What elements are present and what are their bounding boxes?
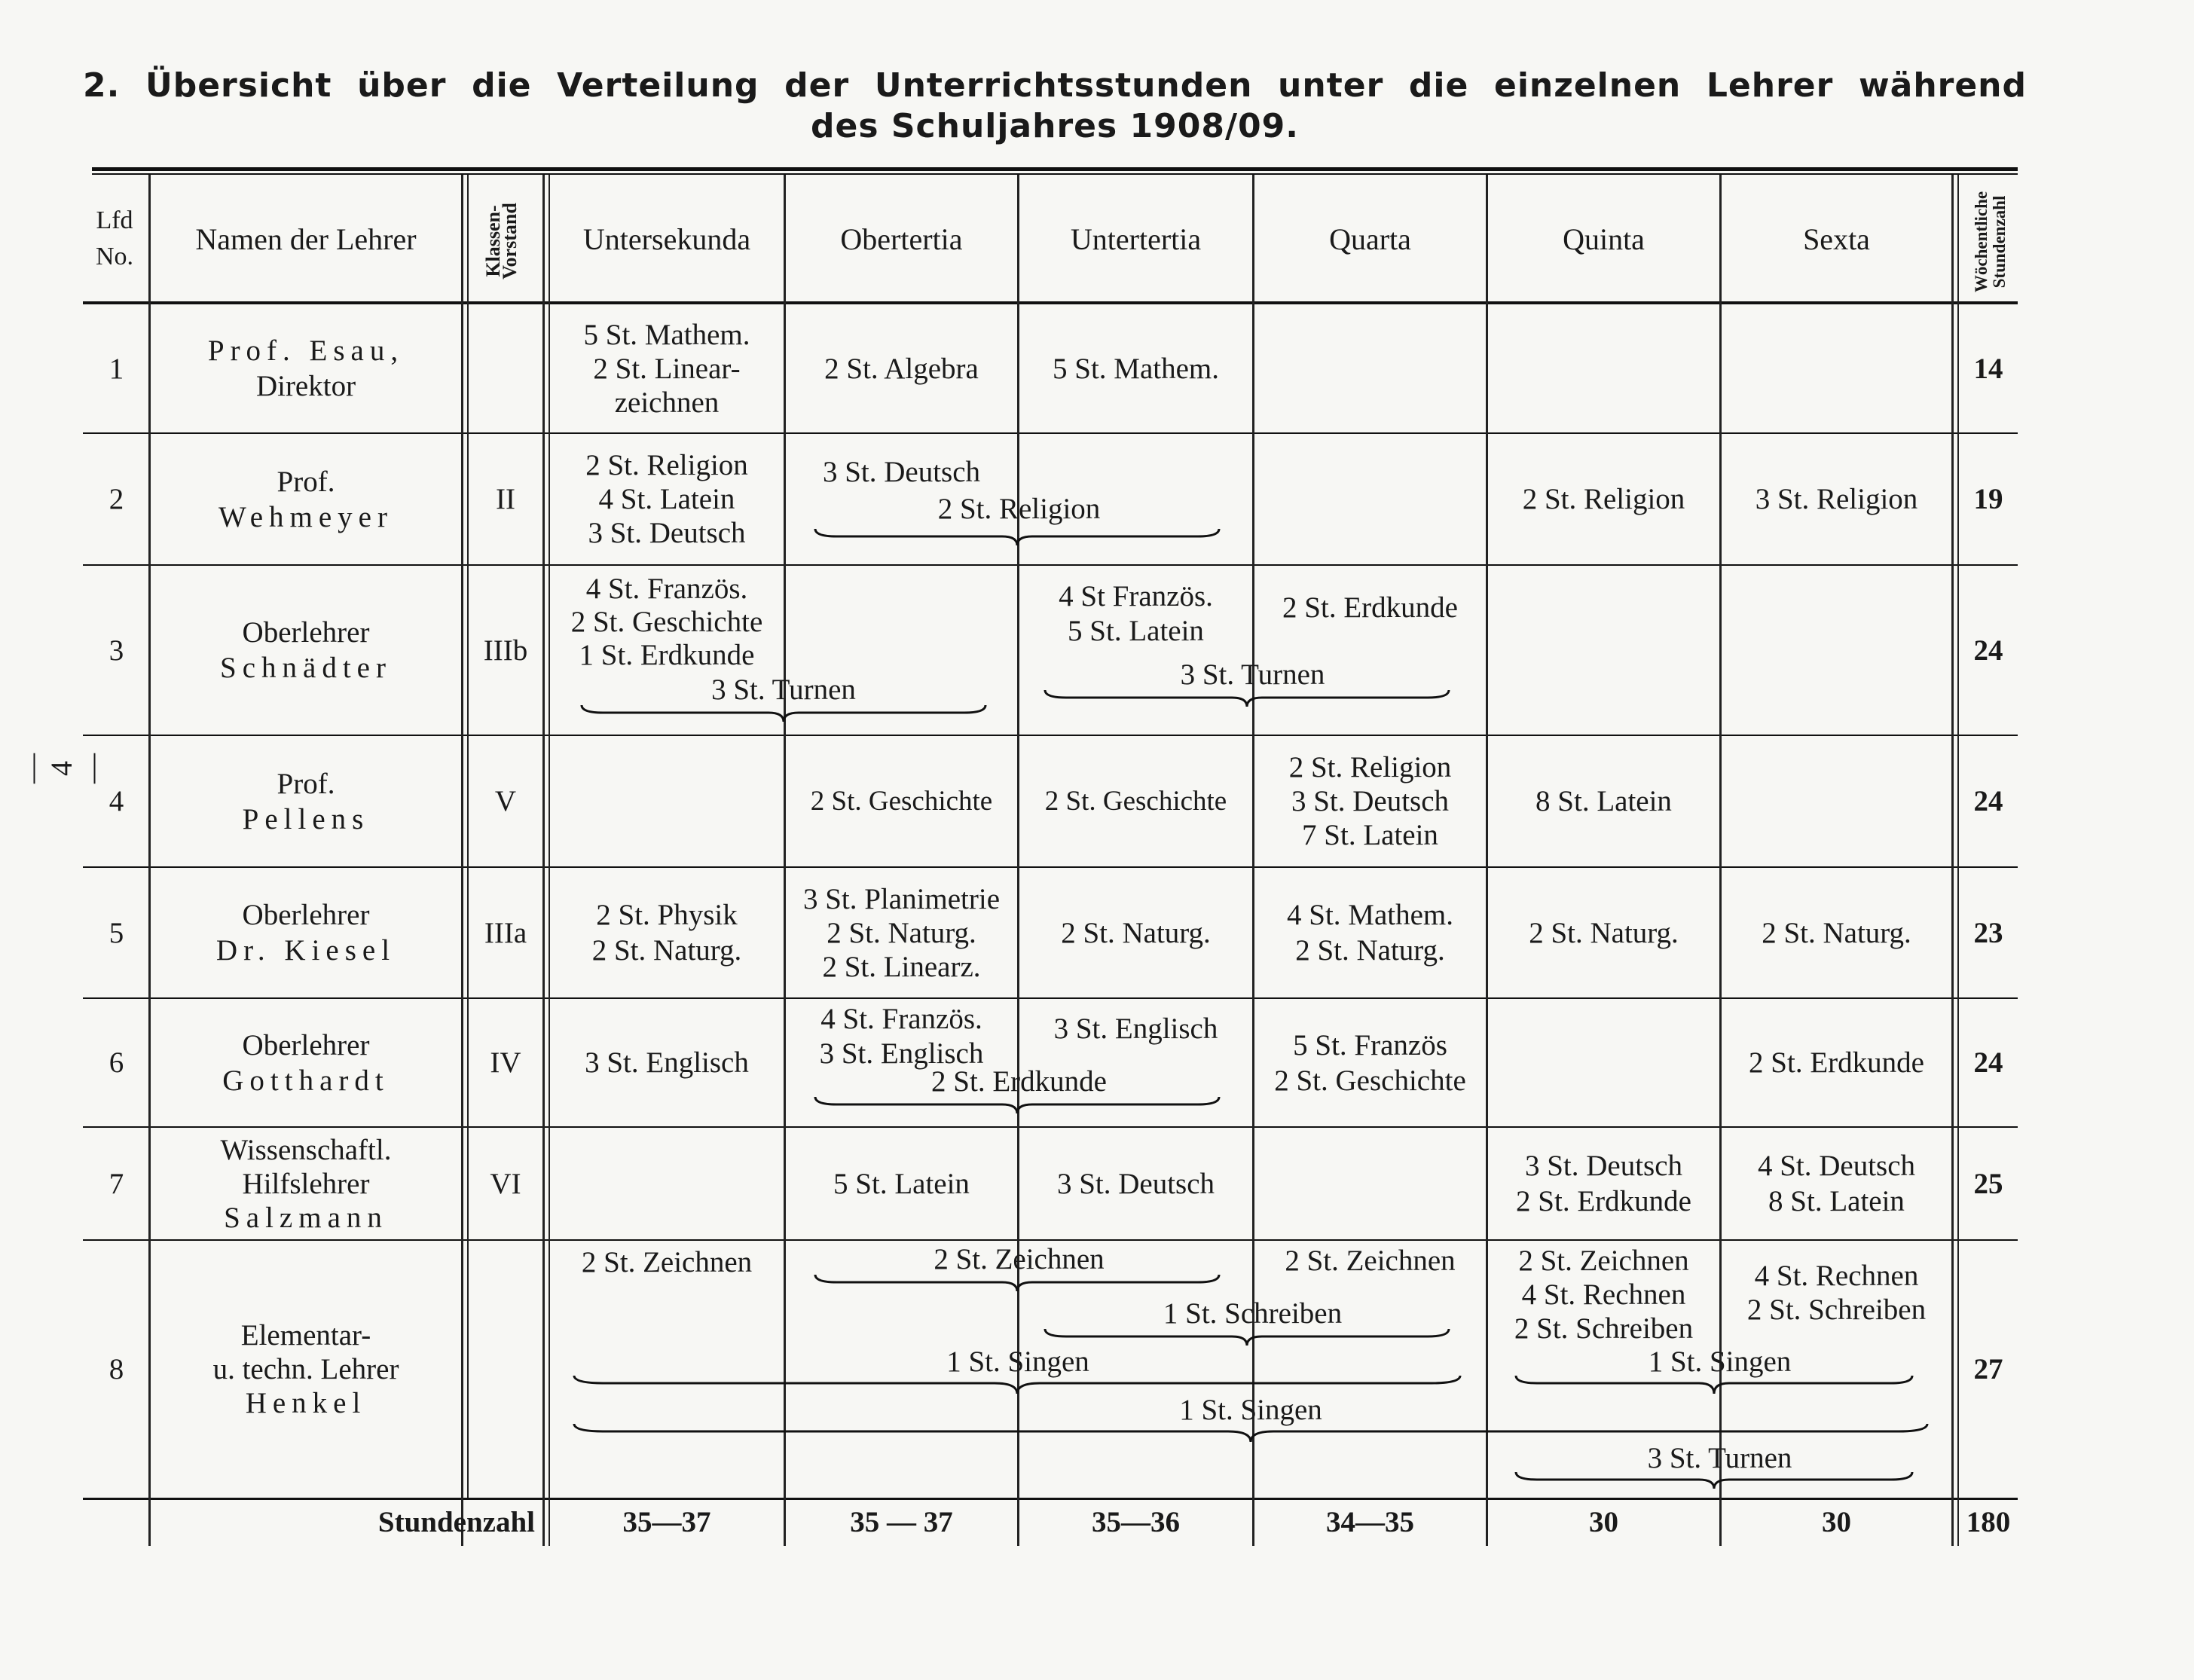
row-number: 7 [108,1167,124,1200]
row-total: 14 [1973,352,2003,385]
cell-obertertia: 2 St. Algebra [824,352,979,385]
header-lfd-no: Lfd No. [95,206,134,270]
cell-quarta: 2 St. Religion 3 St. Deutsch 7 St. Latein [1288,751,1452,851]
span-religion: 2 St. Religion [937,492,1101,525]
row-total: 23 [1973,916,2003,949]
class-head: IV [490,1046,521,1079]
span-singen-right: 1 St. Singen [1648,1345,1792,1378]
span-zeichnen: 2 St. Zeichnen [934,1242,1105,1275]
cell-sexta: 2 St. Naturg. [1762,916,1911,949]
cell-obertertia: 5 St. Latein [833,1167,970,1200]
cell-untersekunda: 2 St. Religion 4 St. Latein 3 St. Deutsch [585,449,748,549]
cell-obertertia: 3 St. Planimetrie 2 St. Naturg. 2 St. Linearz. [802,882,1001,983]
cell-quarta: 2 St. Zeichnen [1285,1244,1456,1277]
row-number: 5 [108,916,124,949]
header-untertertia: Untertertia [1070,221,1202,256]
brace [814,526,1221,548]
span-schreiben: 1 St. Schreiben [1163,1297,1343,1330]
cell-obertertia: 3 St. Deutsch [822,455,981,488]
cell-untersekunda: 5 St. Mathem. 2 St. Linear- zeichnen [583,318,750,419]
row-number: 8 [108,1353,124,1385]
span-singen-all: 1 St. Singen [1179,1393,1322,1426]
teacher-name: Wissenschaftl. Hilfslehrer Salzmann [220,1133,392,1234]
page-marker: — 4 — [14,753,108,783]
row-total: 24 [1973,785,2003,817]
span-turnen-left: 3 St. Turnen [711,673,856,706]
header-klassen-vorstand: Klassen- Vorstand [482,203,521,279]
teacher-name: Oberlehrer Schnädter [220,616,392,684]
span-singen-middle: 1 St. Singen [946,1345,1089,1378]
class-head: IIIb [483,634,528,667]
footer-value: 30 [1589,1505,1618,1538]
document-title-line2: des Schuljahres 1908/09. [811,107,1299,145]
row-number: 6 [108,1046,124,1079]
cell-sexta: 4 St. Deutsch 8 St. Latein [1757,1150,1916,1217]
row-total: 25 [1973,1167,2003,1200]
row-total: 19 [1973,483,2003,515]
class-head: VI [490,1167,521,1200]
cell-quarta: 4 St. Mathem. 2 St. Naturg. [1287,899,1453,967]
span-turnen-right: 3 St. Turnen [1180,658,1325,691]
header-names: Namen der Lehrer [195,221,417,256]
cell-untersekunda: 2 St. Physik 2 St. Naturg. [591,899,742,967]
brace [814,1272,1221,1294]
footer-value: 35—37 [622,1505,711,1538]
row-total: 24 [1973,1046,2003,1079]
cell-quinta: 2 St. Zeichnen 4 St. Rechnen 2 St. Schreiben [1514,1244,1694,1345]
cell-obertertia: 2 St. Geschichte [810,786,993,817]
cell-quinta: 2 St. Religion [1522,483,1685,515]
span-erdkunde: 2 St. Erdkunde [931,1065,1107,1098]
footer-value: 30 [1822,1505,1851,1538]
brace [1044,687,1450,710]
cell-untertertia: 3 St. Englisch [1053,1012,1218,1045]
header-quinta: Quinta [1563,221,1645,256]
row-number: 3 [108,634,124,667]
brace [1514,1469,1914,1493]
cell-quinta: 8 St. Latein [1535,785,1672,817]
teacher-name: Oberlehrer Gotthardt [222,1028,390,1097]
cell-obertertia: 4 St. Französ. 3 St. Englisch [819,1003,984,1070]
footer-label: Stundenzahl [377,1505,535,1538]
document-title-line1: 2. Übersicht über die Verteilung der Unterrichtsstunden unter die einzelnen Lehrer während [83,66,2027,105]
class-head: II [496,483,515,515]
cell-untersekunda: 2 St. Zeichnen [581,1245,753,1278]
header-obertertia: Obertertia [840,221,963,256]
teacher-name: Elementar- u. techn. Lehrer Henkel [212,1319,399,1419]
teacher-name: Prof. Esau, Direktor [207,334,405,402]
row-number: 4 [108,785,124,817]
cell-untersekunda: 4 St. Französ. 2 St. Geschichte 1 St. Erdkunde [570,573,763,671]
cell-untertertia: 2 St. Geschichte [1044,786,1227,817]
row-number: 2 [108,483,124,515]
row-number: 1 [108,352,124,385]
span-turnen: 3 St. Turnen [1647,1441,1792,1474]
brace [580,702,987,725]
cell-untertertia: 5 St. Mathem. [1053,352,1219,385]
footer-total: 180 [1966,1505,2011,1538]
class-head: V [494,785,517,817]
teacher-name: Prof. Wehmeyer [218,465,393,533]
header-quarta: Quarta [1329,221,1411,256]
cell-quinta: 3 St. Deutsch 2 St. Erdkunde [1516,1150,1691,1217]
cell-untertertia: 4 St Französ. 5 St. Latein [1059,580,1213,647]
row-total: 24 [1973,634,2003,667]
row-total: 27 [1973,1353,2003,1385]
class-head: IIIa [484,916,527,949]
cell-untertertia: 2 St. Naturg. [1061,916,1211,949]
brace [814,1094,1221,1116]
cell-untersekunda: 3 St. Englisch [585,1046,749,1079]
header-sexta: Sexta [1803,221,1870,256]
footer-value: 35 — 37 [850,1505,953,1538]
teacher-name: Prof. Pellens [242,767,370,835]
cell-sexta: 2 St. Erdkunde [1749,1046,1924,1079]
cell-quarta: 5 St. Französ 2 St. Geschichte [1274,1028,1466,1097]
header-wochenstunden: Wöchentliche Stundenzahl [1972,191,2009,293]
cell-sexta: 3 St. Religion [1755,483,1918,515]
cell-quinta: 2 St. Naturg. [1529,916,1679,949]
cell-quarta: 2 St. Erdkunde [1282,591,1458,624]
cell-sexta: 4 St. Rechnen 2 St. Schreiben [1746,1260,1927,1326]
footer-value: 34—35 [1326,1505,1414,1538]
cell-untertertia: 3 St. Deutsch [1056,1167,1215,1200]
header-untersekunda: Untersekunda [582,221,751,256]
footer-value: 35—36 [1092,1505,1180,1538]
teacher-name: Oberlehrer Dr. Kiesel [215,899,396,967]
